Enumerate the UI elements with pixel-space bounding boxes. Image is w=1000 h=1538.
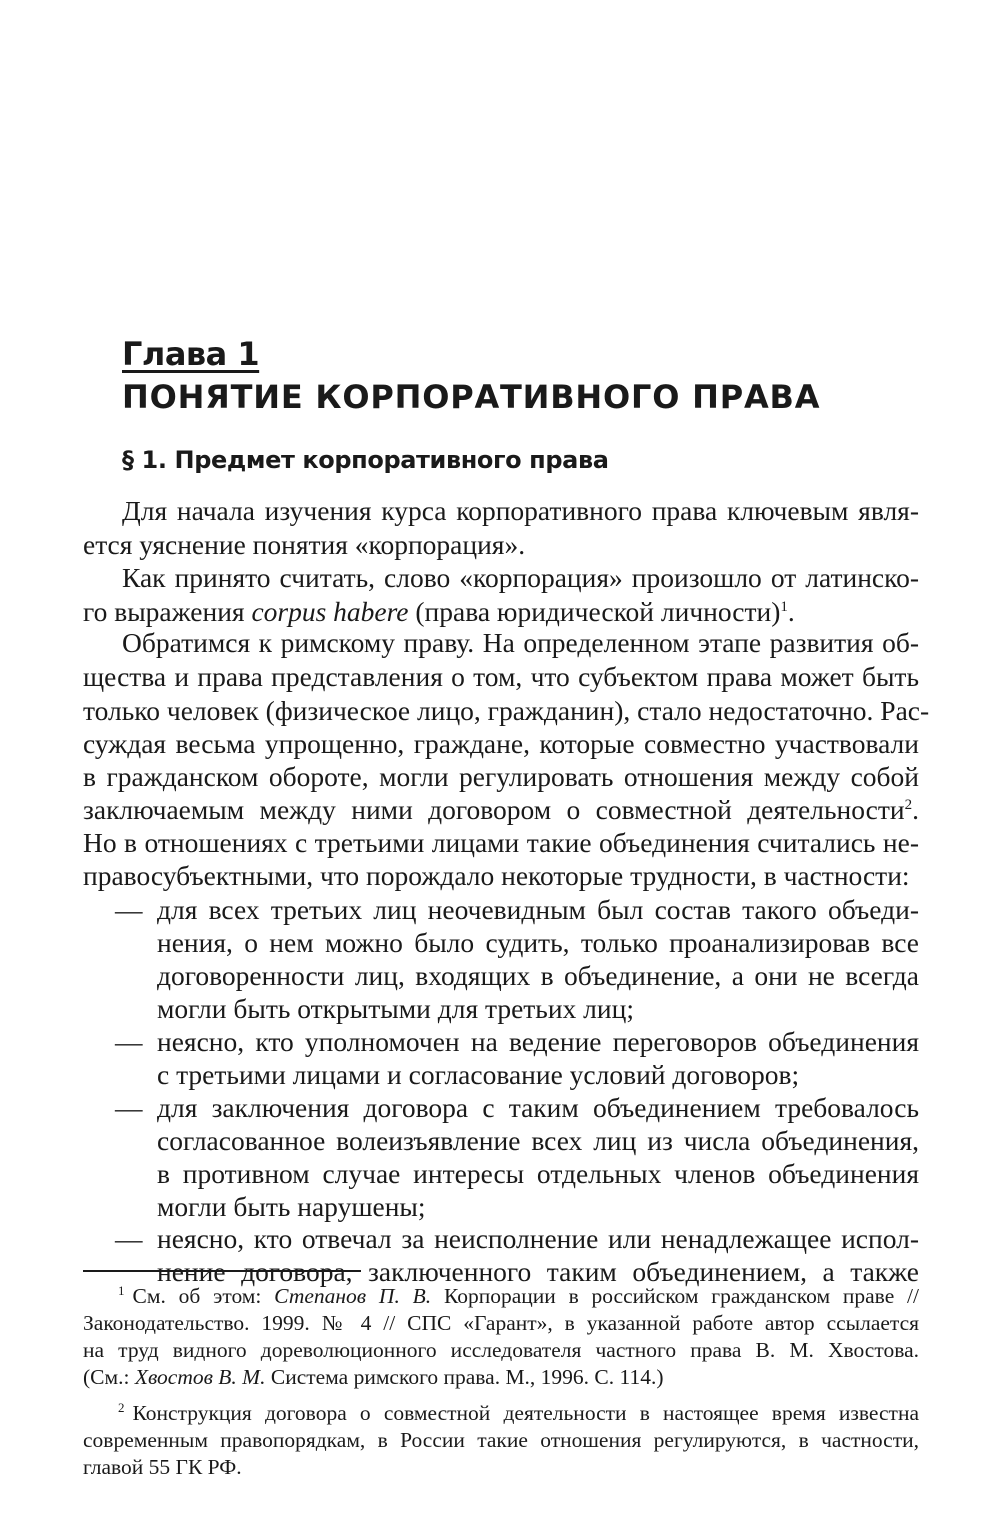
text-run: го выражения [83, 596, 252, 627]
list-item-line: для заключения договора с таким объединением требовалось [157, 1092, 919, 1123]
paragraph-line: правосубъектными, что порождало некоторые трудности, в частности: [83, 860, 910, 891]
list-item-line: неясно, кто уполномочен на ведение переговоров объединения [157, 1026, 919, 1057]
list-item-line: нение договора, заключенного таким объединением, а также [157, 1256, 919, 1287]
paragraph-line [83, 595, 919, 629]
list-dash: — [115, 1223, 143, 1254]
text-run: Корпорации в российском гражданском праве // [431, 1284, 919, 1308]
footnote-ref-1: 1 [780, 598, 788, 615]
paragraph-line: Обратимся к римскому праву. На определенном этапе развития об- [122, 627, 919, 658]
list-dash: — [115, 1092, 143, 1123]
footnote-line [118, 1283, 919, 1310]
footnote-line [83, 1364, 919, 1391]
section-title: § 1. Предмет корпоративного права [122, 446, 609, 474]
paragraph-line: суждая весьма упрощенно, граждане, которые совместно участвовали [83, 728, 919, 759]
paragraph-line: щества и права представления о том, что субъектом права может быть [83, 661, 919, 692]
list-item-line: нения, о нем можно было судить, только проанализировав все [157, 927, 919, 958]
chapter-label: Глава 1 [122, 335, 260, 373]
footnote-line [118, 1400, 919, 1427]
paragraph-line: ется уяснение понятия «корпорация». [83, 529, 526, 560]
list-dash: — [115, 1026, 143, 1057]
footnote-ref-2: 2 [904, 796, 913, 813]
list-item-line: в противном случае интересы отдельных членов объединения [157, 1158, 919, 1189]
list-item-line: могли быть нарушены; [157, 1191, 426, 1222]
paragraph-line: Как принято считать, слово «корпорация» произошло от латинско- [122, 562, 919, 593]
author-name: Степанов П. В. [274, 1284, 432, 1308]
footnote-mark: 1 [118, 1282, 125, 1298]
latin-term: corpus habere [251, 596, 409, 627]
list-item-line: с третьими лицами и согласование условий договоров; [157, 1059, 800, 1090]
list-item-line: неясно, кто отвечал за неисполнение или ненадлежащее испол- [157, 1223, 919, 1254]
text-run: (права юридической личности) [408, 596, 781, 627]
text-run: Система римского права. М., 1996. С. 114.) [265, 1365, 664, 1389]
list-item-line: согласованное волеизъявление всех лиц из числа объединения, [157, 1125, 919, 1156]
text-run: . [912, 794, 919, 825]
list-item-line: для всех третьих лиц неочевидным был состав такого объеди- [157, 894, 919, 925]
list-dash: — [115, 894, 143, 925]
paragraph-line [83, 793, 919, 827]
footnote-line: современным правопорядкам, в России такие отношения регулируются, в частности, [83, 1428, 919, 1452]
footnote-line: на труд видного дореволюционного исследователя частного права В. М. Хвостова. [83, 1338, 919, 1362]
list-item-line: договоренности лиц, входящих в объединение, а они не всегда [157, 960, 919, 991]
footnote-line: Законодательство. 1999. № 4 // СПС «Гарант», в указанной работе автор ссылается [83, 1311, 919, 1335]
text-run: заключаемым между ними договором о совместной деятельности [83, 794, 905, 825]
footnote-mark: 2 [118, 1399, 125, 1415]
paragraph-line: Но в отношениях с третьими лицами такие объединения считались не- [83, 827, 919, 858]
chapter-title: ПОНЯТИЕ КОРПОРАТИВНОГО ПРАВА [122, 378, 821, 416]
text-run: (См.: [83, 1365, 135, 1389]
footnote-line: главой 55 ГК РФ. [83, 1455, 242, 1479]
footnote-separator [83, 1270, 361, 1272]
list-item-line: могли быть открытыми для третьих лиц; [157, 993, 634, 1024]
text-run: . [787, 596, 795, 627]
paragraph-line: в гражданском обороте, могли регулировать отношения между собой [83, 761, 919, 792]
paragraph-line: Для начала изучения курса корпоративного права ключевым явля- [122, 495, 919, 526]
text-run: Конструкция договора о совместной деятельности в настоящее время известна [132, 1401, 919, 1425]
paragraph-line: только человек (физическое лицо, гражданин), стало недостаточно. Рас- [83, 695, 930, 726]
text-run: См. об этом: [132, 1284, 275, 1308]
author-name: Хвостов В. М. [134, 1365, 266, 1389]
